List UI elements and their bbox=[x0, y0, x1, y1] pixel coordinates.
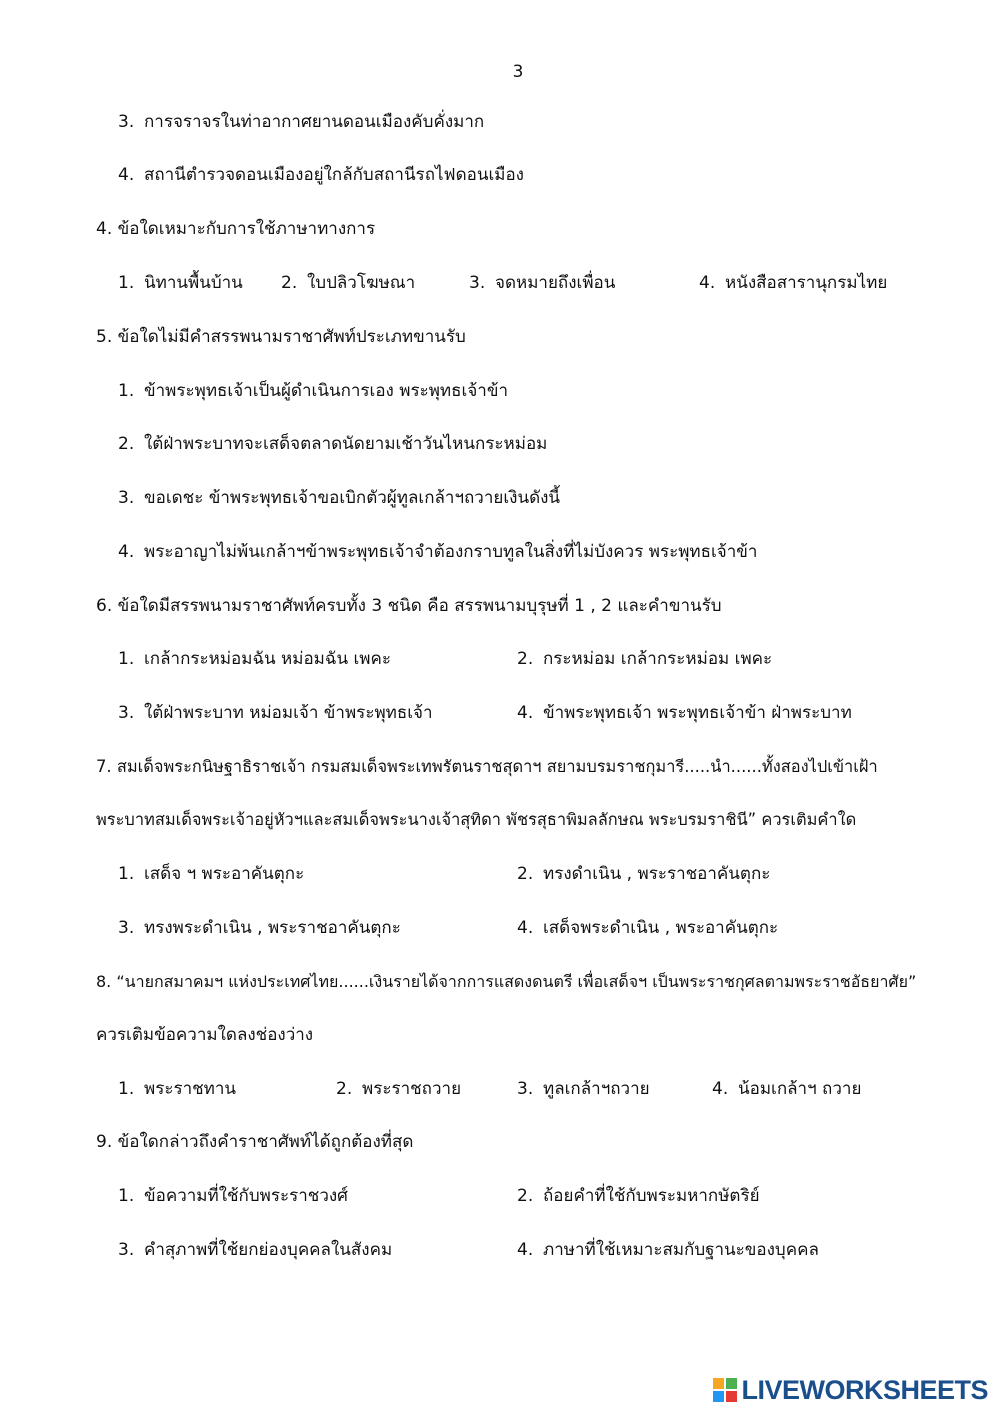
option-text: ใต้ฝ่าพระบาทจะเสด็จตลาดนัดยามเช้าวันไหนกระหม่อม bbox=[144, 434, 548, 454]
option-number: 4. bbox=[517, 918, 534, 938]
option-q5-1[interactable] bbox=[118, 379, 508, 403]
option-q7-2[interactable] bbox=[517, 862, 770, 886]
option-text: พระราชถวาย bbox=[362, 1079, 462, 1099]
option-text: พระราชทาน bbox=[144, 1079, 237, 1099]
option-text: ข้าพระพุทธเจ้าเป็นผู้ดำเนินการเอง พระพุทธเจ้าข้า bbox=[144, 381, 508, 401]
option-number: 1. bbox=[118, 649, 135, 669]
liveworksheets-logo-icon bbox=[713, 1378, 737, 1402]
option-text: ข้าพระพุทธเจ้า พระพุทธเจ้าข้า ฝ่าพระบาท bbox=[543, 703, 852, 723]
option-number: 2. bbox=[517, 649, 534, 669]
option-number: 3. bbox=[118, 918, 135, 938]
option-number: 4. bbox=[517, 1240, 534, 1260]
option-q9-4[interactable] bbox=[517, 1238, 819, 1262]
option-text: น้อมเกล้าฯ ถวาย bbox=[738, 1079, 862, 1099]
option-q4-4[interactable] bbox=[699, 271, 887, 295]
option-q5-2[interactable] bbox=[118, 432, 547, 456]
option-number: 1. bbox=[118, 1079, 135, 1099]
option-number: 3. bbox=[118, 488, 135, 508]
option-text: เกล้ากระหม่อมฉัน หม่อมฉัน เพคะ bbox=[144, 649, 392, 669]
option-q8-1[interactable] bbox=[118, 1077, 236, 1101]
option-text: ทรงพระดำเนิน , พระราชอาคันตุกะ bbox=[144, 918, 401, 938]
option-text: เสด็จ ฯ พระอาคันตุกะ bbox=[144, 864, 305, 884]
option-q5-4[interactable] bbox=[118, 540, 757, 564]
option-q8-4[interactable] bbox=[712, 1077, 861, 1101]
option-text: จดหมายถึงเพื่อน bbox=[495, 273, 616, 293]
option-text: ข้อความที่ใช้กับพระราชวงศ์ bbox=[144, 1186, 348, 1206]
liveworksheets-logo bbox=[713, 1376, 988, 1404]
liveworksheets-logo-text: LIVEWORKSHEETS bbox=[741, 1374, 988, 1405]
option-q9-3[interactable] bbox=[118, 1238, 392, 1262]
option-text: ใบปลิวโฆษณา bbox=[307, 273, 416, 293]
option-q7-3[interactable] bbox=[118, 916, 401, 940]
option-number: 2. bbox=[118, 434, 135, 454]
option-number: 3. bbox=[469, 273, 486, 293]
option-text: พระอาญาไม่พ้นเกล้าฯข้าพระพุทธเจ้าจำต้องกราบทูลในสิ่งที่ไม่บังควร พระพุทธเจ้าข้า bbox=[144, 542, 758, 562]
option-number: 4. bbox=[118, 542, 135, 562]
option-q7-1[interactable] bbox=[118, 862, 304, 886]
option-q3-3[interactable] bbox=[118, 110, 484, 134]
option-number: 1. bbox=[118, 864, 135, 884]
option-number: 3. bbox=[118, 1240, 135, 1260]
option-number: 3. bbox=[517, 1079, 534, 1099]
page-number: 3 bbox=[512, 62, 524, 82]
option-q4-1[interactable] bbox=[118, 271, 243, 295]
option-text: ถ้อยคำที่ใช้กับพระมหากษัตริย์ bbox=[543, 1186, 760, 1206]
option-number: 1. bbox=[118, 1186, 135, 1206]
question-7-line-2: พระบาทสมเด็จพระเจ้าอยู่หัวฯและสมเด็จพระนางเจ้าสุทิดา พัชรสุธาพิมลลักษณ พระบรมราชินี” ควรเติมคำใด bbox=[96, 810, 857, 829]
option-text: การจราจรในท่าอากาศยานดอนเมืองคับคั่งมาก bbox=[144, 112, 485, 132]
option-q8-3[interactable] bbox=[517, 1077, 650, 1101]
option-number: 1. bbox=[118, 381, 135, 401]
option-q4-3[interactable] bbox=[469, 271, 615, 295]
option-q9-1[interactable] bbox=[118, 1184, 348, 1208]
option-text: ทูลเกล้าฯถวาย bbox=[543, 1079, 650, 1099]
option-number: 2. bbox=[336, 1079, 353, 1099]
question-8-line-1: 8. “นายกสมาคมฯ แห่งประเทศไทย......เงินรายได้จากการแสดงดนตรี เพื่อเสด็จฯ เป็นพระราชกุศลตามพระราชอัธยาศัย” bbox=[96, 972, 917, 991]
question-6: 6. ข้อใดมีสรรพนามราชาศัพท์ครบทั้ง 3 ชนิด คือ สรรพนามบุรุษที่ 1 , 2 และคำขานรับ bbox=[96, 596, 722, 616]
question-4: 4. ข้อใดเหมาะกับการใช้ภาษาทางการ bbox=[96, 219, 376, 239]
option-number: 4. bbox=[118, 165, 135, 185]
option-q4-2[interactable] bbox=[281, 271, 415, 295]
option-text: หนังสือสารานุกรมไทย bbox=[725, 273, 888, 293]
option-text: คำสุภาพที่ใช้ยกย่องบุคคลในสังคม bbox=[144, 1240, 393, 1260]
option-text: สถานีตำรวจดอนเมืองอยู่ใกล้กับสถานีรถไฟดอนเมือง bbox=[144, 165, 524, 185]
option-text: ใต้ฝ่าพระบาท หม่อมเจ้า ข้าพระพุทธเจ้า bbox=[144, 703, 433, 723]
option-number: 4. bbox=[699, 273, 716, 293]
option-q9-2[interactable] bbox=[517, 1184, 760, 1208]
option-text: ทรงดำเนิน , พระราชอาคันตุกะ bbox=[543, 864, 771, 884]
option-text: นิทานพื้นบ้าน bbox=[144, 273, 243, 293]
option-number: 2. bbox=[281, 273, 298, 293]
option-text: เสด็จพระดำเนิน , พระอาคันตุกะ bbox=[543, 918, 779, 938]
option-q5-3[interactable] bbox=[118, 486, 560, 510]
option-number: 4. bbox=[712, 1079, 729, 1099]
option-number: 2. bbox=[517, 1186, 534, 1206]
option-q7-4[interactable] bbox=[517, 916, 778, 940]
question-7-line-1: 7. สมเด็จพระกนิษฐาธิราชเจ้า กรมสมเด็จพระเทพรัตนราชสุดาฯ สยามบรมราชกุมารี.....นำ......ทั้งสองไปเข้าเฝ้า bbox=[96, 757, 878, 776]
option-q6-1[interactable] bbox=[118, 647, 391, 671]
option-number: 2. bbox=[517, 864, 534, 884]
option-q6-3[interactable] bbox=[118, 701, 433, 725]
option-text: กระหม่อม เกล้ากระหม่อม เพคะ bbox=[543, 649, 773, 669]
option-q6-4[interactable] bbox=[517, 701, 852, 725]
option-number: 3. bbox=[118, 112, 135, 132]
option-text: ภาษาที่ใช้เหมาะสมกับฐานะของบุคคล bbox=[543, 1240, 819, 1260]
option-number: 1. bbox=[118, 273, 135, 293]
option-number: 3. bbox=[118, 703, 135, 723]
option-q3-4[interactable] bbox=[118, 163, 524, 187]
question-9: 9. ข้อใดกล่าวถึงคำราชาศัพท์ได้ถูกต้องที่สุด bbox=[96, 1132, 414, 1152]
question-8-line-2: ควรเติมข้อความใดลงช่องว่าง bbox=[96, 1025, 314, 1045]
question-5: 5. ข้อใดไม่มีคำสรรพนามราชาศัพท์ประเภทขานรับ bbox=[96, 327, 466, 347]
option-q8-2[interactable] bbox=[336, 1077, 461, 1101]
option-text: ขอเดชะ ข้าพระพุทธเจ้าขอเบิกตัวผู้ทูลเกล้าฯถวายเงินดังนี้ bbox=[144, 488, 561, 508]
option-number: 4. bbox=[517, 703, 534, 723]
option-q6-2[interactable] bbox=[517, 647, 772, 671]
